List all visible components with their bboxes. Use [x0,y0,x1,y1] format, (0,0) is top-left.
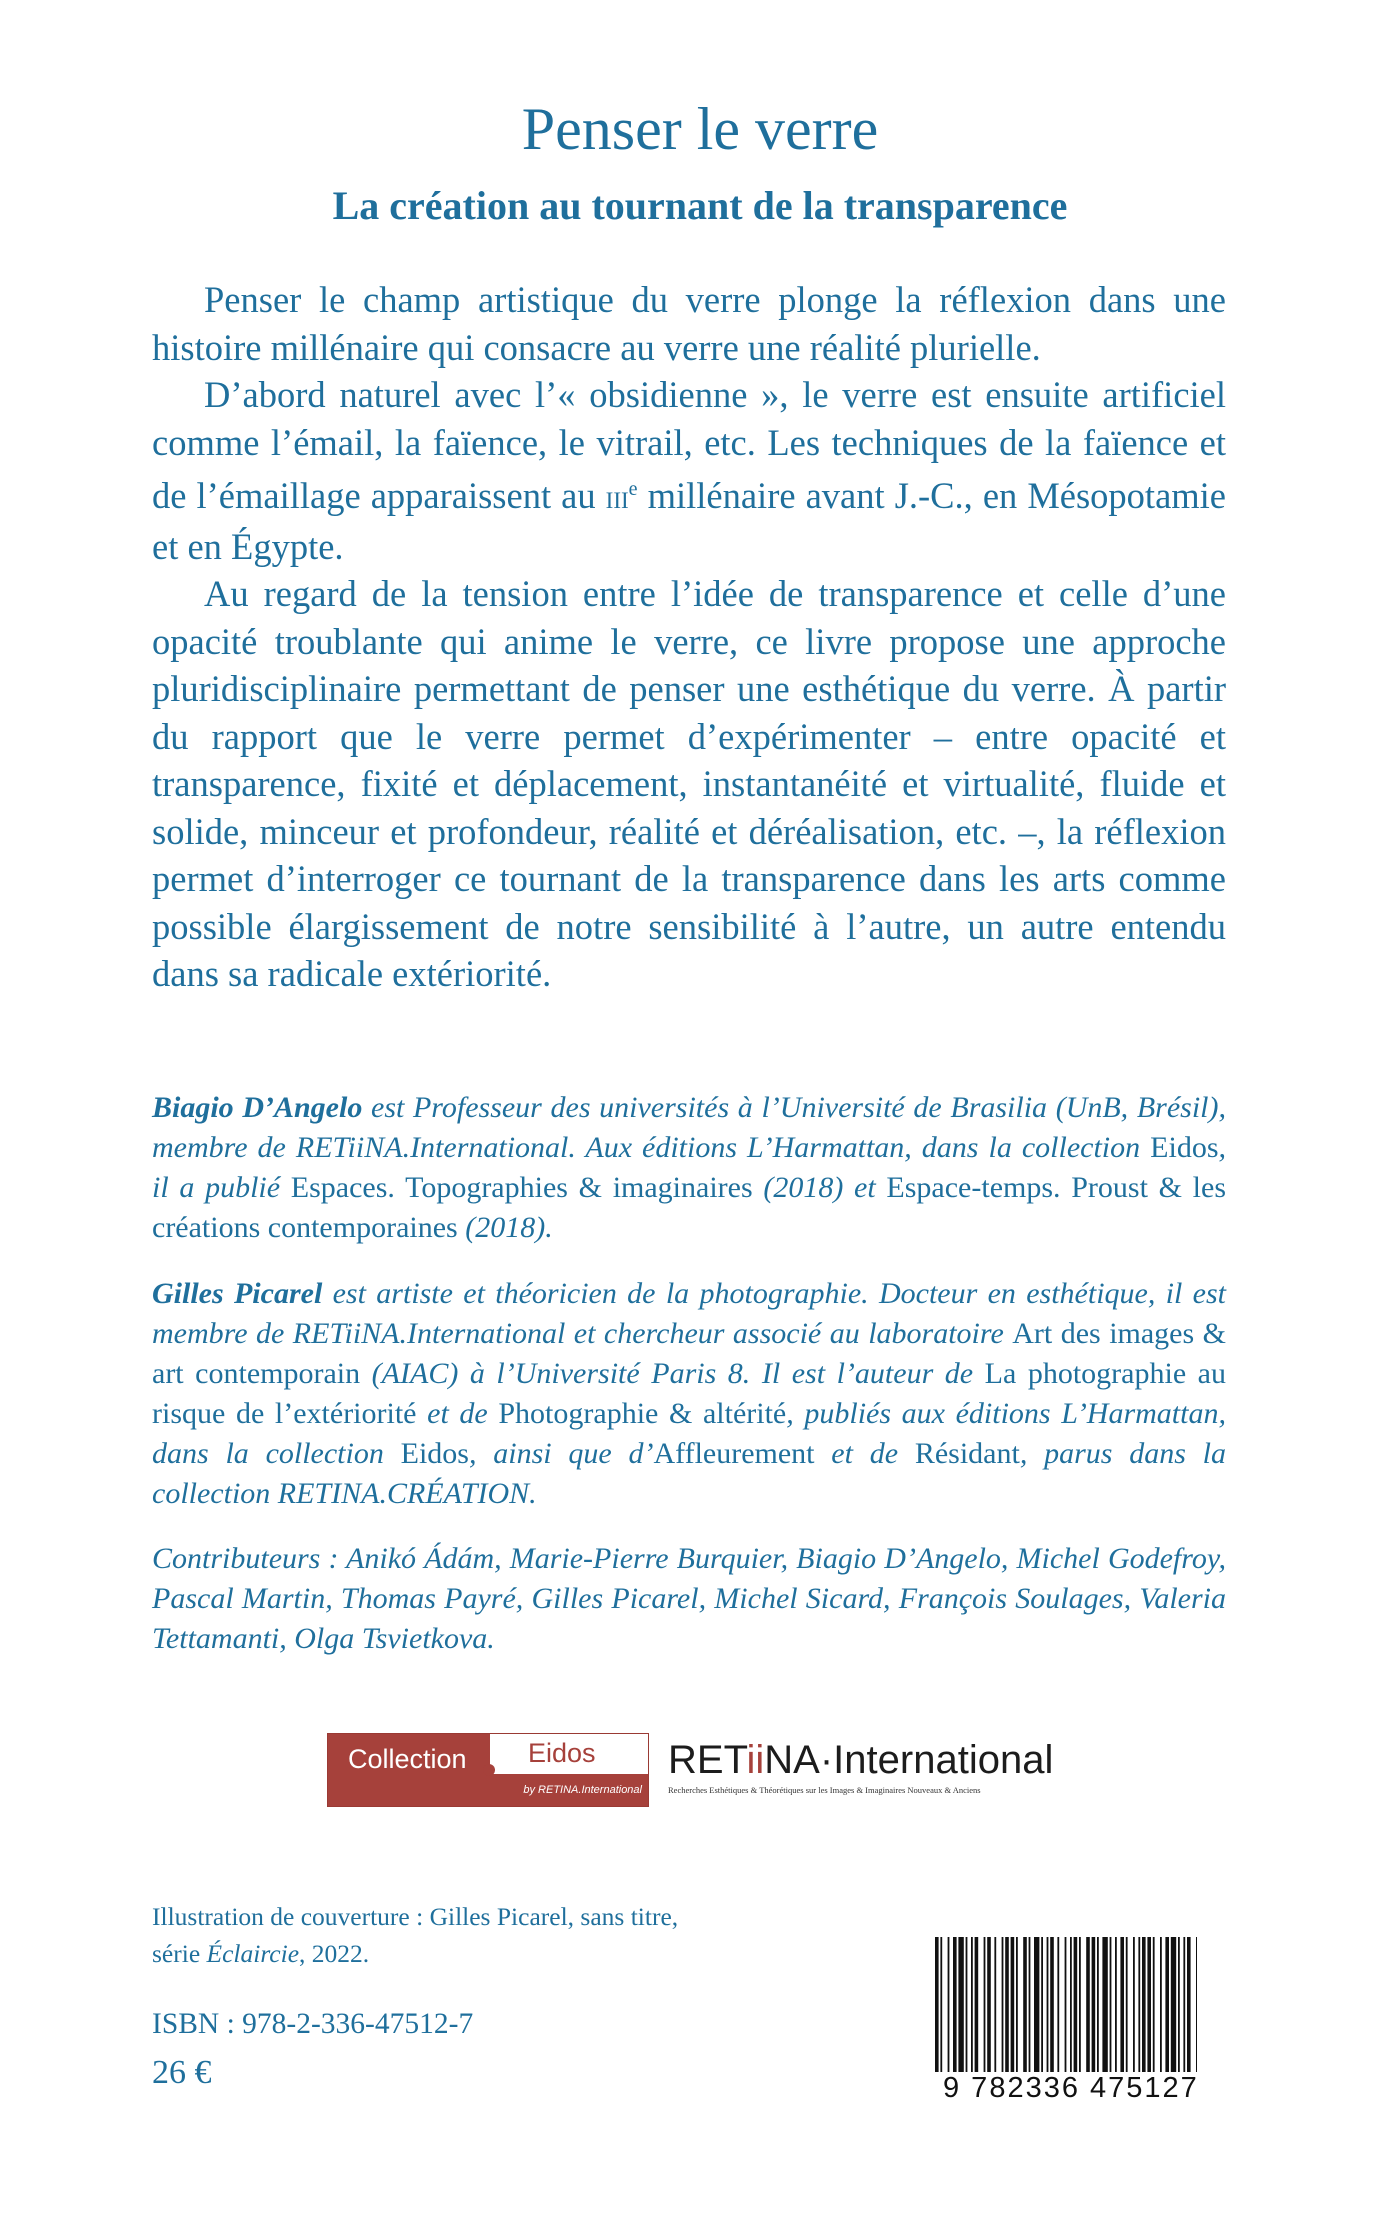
book-reference: Affleurement [653,1437,815,1470]
barcode-bar [1196,1937,1197,2072]
cover-illustration-credit [152,1898,792,1972]
barcode-bar [1183,1937,1185,2072]
barcode-bar [1187,1937,1191,2072]
barcode-bar [1086,1937,1090,2072]
barcode-bar [948,1937,950,2072]
blurb-paragraph-1: Penser le champ artistique du verre plonge la réflexion dans une histoire millénaire qui consacre au verre une réalité plurielle. [152,279,1226,368]
blurb-paragraph-2 [152,371,1226,570]
barcode-bar [1005,1937,1009,2072]
barcode-bar [1153,1937,1155,2072]
collection-eidos-logo [327,1733,649,1807]
price: 26 € [152,2054,212,2091]
eidos-logo-dot [483,1764,495,1776]
author-name: Biagio D’Angelo [152,1091,363,1124]
back-cover-blurb [152,276,1226,998]
book-reference: Photographie & altérité [498,1397,787,1430]
barcode-bar [1102,1937,1107,2072]
author-name: Gilles Picarel [152,1277,323,1310]
blurb-paragraph-3: Au regard de la tension entre l’idée de transparence et celle d’une opacité troublante qui anime le verre, ce livre propose une approche pluridisciplinaire permettant de penser une esthétique du verre. À partir du rapport que le verre permet d’expérimenter – entre opacité et transparence, fixité et déplacement, instantanéité et virtualité, fluide et solide, minceur et profondeur, réalité et déréalisation, etc. –, la réflexion permet d’interroger ce tournant de la transparence dans les arts comme possible élargissement de notre sensibilité à l’autre, un autre entendu dans sa radicale extériorité. [152,573,1226,995]
illustration-year: , 2022. [299,1939,370,1968]
blurb-p2-text-b: millénaire avant J.-C., en Mésopotamie et en Égypte. [152,475,1226,567]
barcode-bar [975,1937,979,2072]
barcode-bar [1002,1937,1004,2072]
collection-name: Eidos [1150,1131,1219,1164]
barcode-bar [1178,1937,1180,2072]
barcode-bars [935,1937,1197,2072]
eidos-logo-eidos-label: Eidos [528,1738,596,1768]
barcode-bar [994,1937,996,2072]
book-subtitle: La création au tournant de la transparence [332,183,1068,228]
barcode-bar [1023,1937,1027,2072]
retina-international-logo [668,1738,1068,1808]
retina-logo-part-b: NA·International [764,1738,1054,1782]
bio-text: , publiés aux éditions L’Harmattan, dans la collection [152,1397,1226,1470]
barcode-bar [1097,1937,1099,2072]
barcode-bar [1133,1937,1135,2072]
barcode-bar [940,1937,942,2072]
barcode-bar [971,1937,973,2072]
barcode-bar [1029,1937,1031,2072]
eidos-logo-by-label: by RETINA.International [490,1774,648,1806]
barcode-bar [1126,1937,1128,2072]
barcode-bar [1110,1937,1112,2072]
bio-text: (2018) et [752,1171,887,1204]
bio-text: et de [814,1437,915,1470]
barcode-bar [1011,1937,1015,2072]
century-numeral: iii [605,480,629,517]
illustration-credit-line-2 [152,1935,792,1972]
bio-text: , il a publié [152,1131,1226,1204]
retina-logo-wordmark [668,1738,1068,1783]
blurb-p2-text-a: D’abord naturel avec l’« obsidienne », le verre est ensuite artificiel comme l’émail, la faïence, le vitrail, etc. Les techniques de la faïence et de l’émaillage apparaissent au [152,374,1226,517]
barcode-bar [1050,1937,1054,2072]
isbn: ISBN : 978-2-336-47512-7 [152,2008,474,2040]
barcode-bar [1016,1937,1018,2072]
barcode-bar [966,1937,968,2072]
bio-text: , parus dans la collection RETINA.CRÉATION. [152,1437,1227,1510]
barcode-digits: 9 782336 475127 [943,2072,1199,2104]
illustration-series-name: Éclaircie [206,1939,300,1968]
eidos-logo-collection-label: Collection [328,1734,490,1806]
bio-text: est Professeur des universités à l’Université de Brasilia (UnB, Brésil), membre de RETiiNA.International. Aux éditions L’Harmattan, dans la collection [152,1091,1226,1164]
isbn-barcode [915,1917,1215,2117]
barcode-bar [1041,1937,1043,2072]
barcode-bar [935,1937,939,2072]
barcode-bar [1092,1937,1096,2072]
bio-text: est artiste et théoricien de la photographie. Docteur en esthétique, il est membre de RETiiNA.International et chercheur associé au laboratoire [152,1277,1227,1350]
century-superscript: e [628,478,638,500]
barcode-bar [1079,1937,1081,2072]
barcode-bar [1115,1937,1117,2072]
barcode-bar [958,1937,963,2072]
retina-logo-tagline: Recherches Esthétiques & Théorétiques sur les Images & Imaginaires Nouveaux & Anciens [668,1785,981,1795]
barcode-bar [1070,1937,1072,2072]
barcode-bar [1047,1937,1049,2072]
book-title: Penser le verre [521,96,879,162]
bio-text: et de [416,1397,499,1430]
barcode-bar [1165,1937,1169,2072]
bio-text: (AIAC) à l’Université Paris 8. Il est l’auteur de [360,1357,985,1390]
barcode-bar [1147,1937,1151,2072]
barcode-bar [1160,1937,1162,2072]
barcode-bar [1138,1937,1140,2072]
barcode-bar [1142,1937,1146,2072]
retina-logo-part-a: RET [668,1738,747,1782]
barcode-bar [1065,1937,1067,2072]
lab-name: Art des images & art contemporain [152,1317,1226,1390]
book-reference: Espaces. Topographies & imaginaires [290,1171,753,1204]
barcode-bar [987,1937,991,2072]
barcode-bar [1034,1937,1039,2072]
bio-text: , ainsi que d’ [468,1437,654,1470]
retina-logo-part-ii: ii [746,1738,765,1782]
book-reference: Espace-temps. Proust & les créations contemporaines [152,1171,1226,1244]
collection-name: Eidos [400,1437,469,1470]
contributors-list: Contributeurs : Anikó Ádám, Marie-Pierre Burquier, Biagio D’Angelo, Michel Godefroy, Pascal Martin, Thomas Payré, Gilles Picarel, Michel Sicard, François Soulages, Valeria Tettamanti, Olga Tsvietkova. [152,1542,1226,1655]
barcode-bar [953,1937,957,2072]
author-bio-dangelo [152,1088,1226,1248]
bio-text: (2018). [457,1211,553,1244]
barcode-bar [1171,1937,1176,2072]
barcode-bar [1074,1937,1078,2072]
illustration-series-prefix: série [152,1939,207,1968]
book-reference: La photographie au risque de l’extériorité [152,1357,1226,1430]
barcode-bar [984,1937,986,2072]
illustration-credit-line-1: Illustration de couverture : Gilles Picarel, sans titre, [152,1902,679,1931]
barcode-bar [1057,1937,1059,2072]
book-reference: Résidant [914,1437,1020,1470]
barcode-bar [1120,1937,1124,2072]
author-bio-picarel [152,1274,1226,1514]
